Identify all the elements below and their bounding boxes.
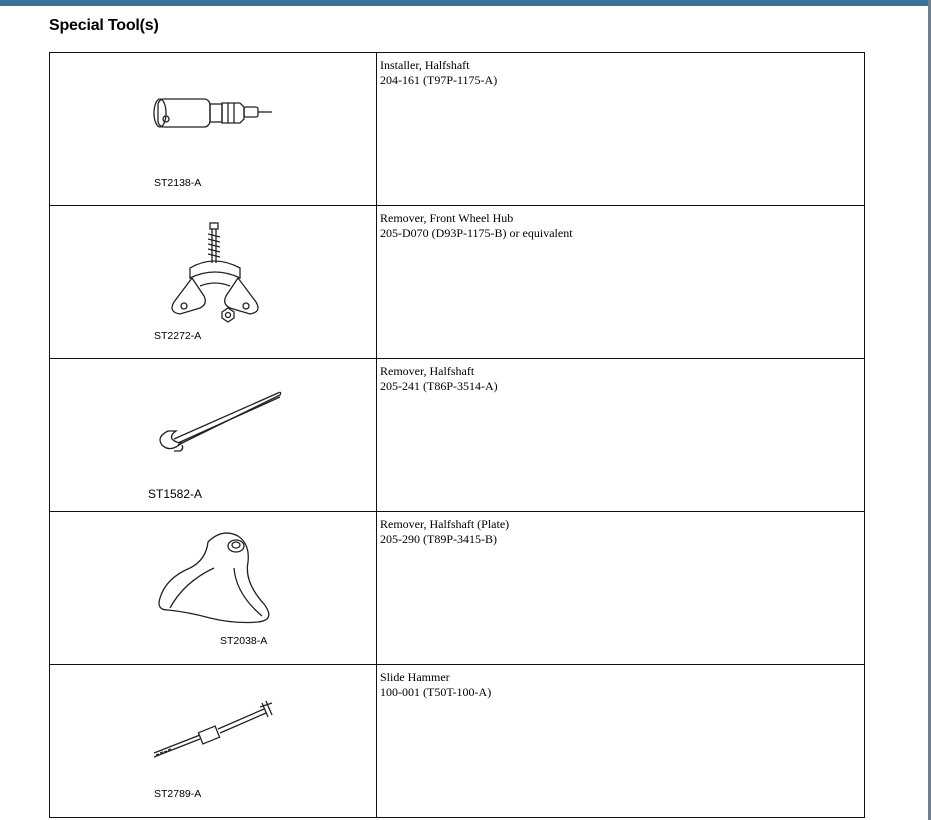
tool-name: Slide Hammer — [380, 670, 450, 684]
tool-image-cell — [50, 359, 377, 512]
tool-part-number: 205-241 (T86P-3514-A) — [380, 379, 498, 393]
tool-code: ST1582-A — [148, 487, 203, 501]
wheel-hub-remover-icon — [50, 206, 376, 353]
tool-part-number: 204-161 (T97P-1175-A) — [380, 73, 498, 87]
tool-image-cell — [50, 512, 377, 665]
tool-description-cell — [377, 512, 865, 665]
table-row — [50, 512, 865, 665]
tool-name: Remover, Front Wheel Hub — [380, 211, 514, 225]
tool-part-number: 205-D070 (D93P-1175-B) or equivalent — [380, 226, 573, 240]
tool-part-number: 100-001 (T50T-100-A) — [380, 685, 492, 699]
tool-code: ST2138-A — [154, 177, 202, 189]
tool-code: ST2789-A — [154, 788, 202, 800]
tool-description-cell — [377, 359, 865, 512]
halfshaft-remover-plate-icon — [50, 512, 376, 659]
tool-description-cell — [377, 665, 865, 818]
tool-name: Remover, Halfshaft (Plate) — [380, 517, 510, 531]
slide-hammer-icon — [50, 665, 376, 812]
tool-image-cell — [50, 665, 377, 818]
window-top-border — [0, 0, 931, 6]
tool-name: Remover, Halfshaft — [380, 364, 475, 378]
halfshaft-remover-wrench-icon — [50, 359, 376, 506]
table-row — [50, 665, 865, 818]
halfshaft-installer-icon — [50, 53, 376, 200]
tool-code: ST2272-A — [154, 330, 202, 342]
tool-name: Installer, Halfshaft — [380, 58, 470, 72]
tool-description-cell — [377, 53, 865, 206]
tool-image-cell — [50, 206, 377, 359]
tool-code: ST2038-A — [220, 635, 268, 647]
table-row — [50, 359, 865, 512]
table-row — [50, 206, 865, 359]
page-title: Special Tool(s) — [49, 17, 159, 34]
tool-part-number: 205-290 (T89P-3415-B) — [380, 532, 497, 546]
table-row — [50, 53, 865, 206]
tool-image-cell — [50, 53, 377, 206]
tool-description-cell — [377, 206, 865, 359]
special-tools-table — [49, 52, 865, 818]
